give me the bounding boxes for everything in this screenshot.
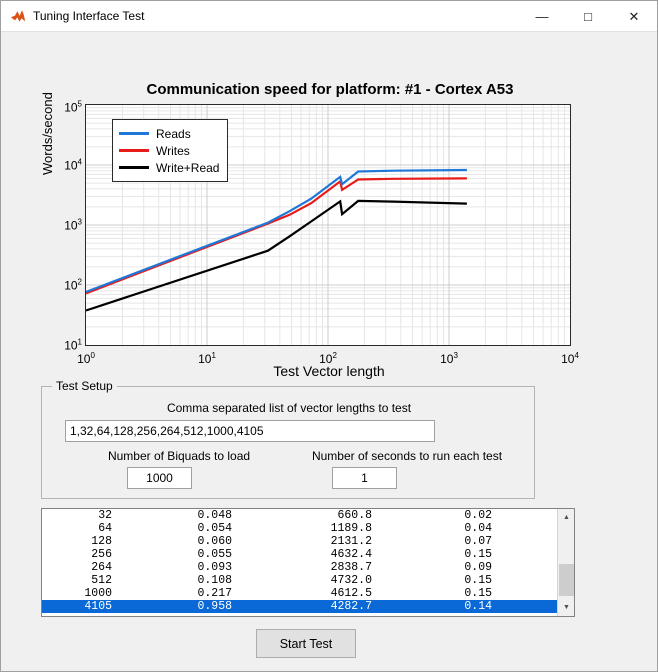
table-cell: 0.217 xyxy=(197,587,232,600)
table-cell: 0.02 xyxy=(464,509,492,522)
table-row[interactable] xyxy=(42,535,557,548)
table-cell: 256 xyxy=(91,548,112,561)
close-button[interactable]: ✕ xyxy=(628,8,640,24)
vector-lengths-input[interactable] xyxy=(65,420,435,442)
scroll-up-button[interactable]: ▲ xyxy=(558,509,575,526)
vector-lengths-label: Comma separated list of vector lengths to test xyxy=(166,401,412,415)
table-row[interactable] xyxy=(42,548,557,561)
table-row[interactable] xyxy=(42,561,557,574)
table-cell: 4282.7 xyxy=(330,600,372,613)
legend-item-reads xyxy=(119,125,219,142)
table-cell: 0.15 xyxy=(464,548,492,561)
results-scrollbar[interactable] xyxy=(557,509,574,616)
table-row[interactable] xyxy=(42,587,557,600)
table-row[interactable] xyxy=(42,522,557,535)
scrollbar-thumb[interactable] xyxy=(559,564,574,596)
legend-item-write-read xyxy=(119,159,219,176)
window-controls xyxy=(519,1,657,32)
table-cell: 0.054 xyxy=(197,522,232,535)
table-cell: 64 xyxy=(98,522,112,535)
table-cell: 32 xyxy=(98,509,112,522)
table-cell: 0.093 xyxy=(197,561,232,574)
window-title: Tuning Interface Test xyxy=(33,9,145,23)
seconds-label: Number of seconds to run each test xyxy=(311,449,503,463)
results-table-body[interactable] xyxy=(42,509,557,616)
ytick-5: $10^5$ xyxy=(64,99,82,115)
table-row[interactable] xyxy=(42,509,557,522)
table-cell: 0.14 xyxy=(464,600,492,613)
minimize-button[interactable]: — xyxy=(535,8,549,24)
ytick-2: $10^2$ xyxy=(64,277,82,293)
table-row[interactable] xyxy=(42,600,557,613)
legend-label-writes: Writes xyxy=(156,143,190,158)
results-table[interactable] xyxy=(41,508,575,617)
table-row[interactable] xyxy=(42,574,557,587)
table-cell: 2131.2 xyxy=(330,535,372,548)
legend-item-writes xyxy=(119,142,219,159)
test-setup-group xyxy=(41,379,535,499)
table-cell: 264 xyxy=(91,561,112,574)
table-cell: 0.09 xyxy=(464,561,492,574)
table-cell: 0.15 xyxy=(464,574,492,587)
table-cell: 0.055 xyxy=(197,548,232,561)
table-cell: 1189.8 xyxy=(330,522,372,535)
table-cell: 512 xyxy=(91,574,112,587)
table-cell: 660.8 xyxy=(337,509,372,522)
legend-label-reads: Reads xyxy=(156,126,191,141)
maximize-button[interactable]: □ xyxy=(584,8,592,24)
xtick-1: $10^0$ xyxy=(77,351,95,366)
title-bar xyxy=(1,1,657,32)
table-cell: 4105 xyxy=(84,600,112,613)
table-cell: 1000 xyxy=(84,587,112,600)
legend-swatch-reads xyxy=(119,132,149,135)
table-cell: 0.958 xyxy=(197,600,232,613)
start-test-button[interactable]: Start Test xyxy=(256,629,356,658)
chart-legend xyxy=(112,119,228,182)
biquads-input[interactable] xyxy=(127,467,192,489)
xtick-4: $10^3$ xyxy=(440,351,458,366)
table-cell: 0.048 xyxy=(197,509,232,522)
table-cell: 2838.7 xyxy=(330,561,372,574)
xtick-2: $10^1$ xyxy=(198,351,216,366)
table-cell: 0.15 xyxy=(464,587,492,600)
matlab-app-icon xyxy=(10,8,26,24)
table-cell: 4632.4 xyxy=(330,548,372,561)
test-setup-title: Test Setup xyxy=(52,379,117,393)
table-cell: 4732.0 xyxy=(330,574,372,587)
biquads-label: Number of Biquads to load xyxy=(107,449,251,463)
xtick-5: $10^4$ xyxy=(561,351,579,366)
scroll-down-button[interactable]: ▼ xyxy=(558,599,575,616)
table-cell: 4612.5 xyxy=(330,587,372,600)
chart-title: Communication speed for platform: #1 - Cortex A53 xyxy=(146,81,514,98)
legend-swatch-write-read xyxy=(119,166,149,169)
chart-panel xyxy=(1,32,658,379)
table-cell: 0.07 xyxy=(464,535,492,548)
table-cell: 0.108 xyxy=(197,574,232,587)
seconds-input[interactable] xyxy=(332,467,397,489)
table-cell: 0.04 xyxy=(464,522,492,535)
xtick-3: $10^2$ xyxy=(319,351,337,366)
ytick-4: $10^4$ xyxy=(64,157,82,173)
chart-axes xyxy=(40,92,579,379)
ytick-1: $10^1$ xyxy=(64,337,82,353)
chart-ylabel: Words/second xyxy=(40,92,55,175)
table-cell: 0.060 xyxy=(197,535,232,548)
ytick-3: $10^3$ xyxy=(64,217,82,233)
table-cell: 128 xyxy=(91,535,112,548)
legend-swatch-writes xyxy=(119,149,149,152)
legend-label-write-read: Write+Read xyxy=(156,160,220,175)
chart-xlabel: Test Vector length xyxy=(273,363,385,379)
